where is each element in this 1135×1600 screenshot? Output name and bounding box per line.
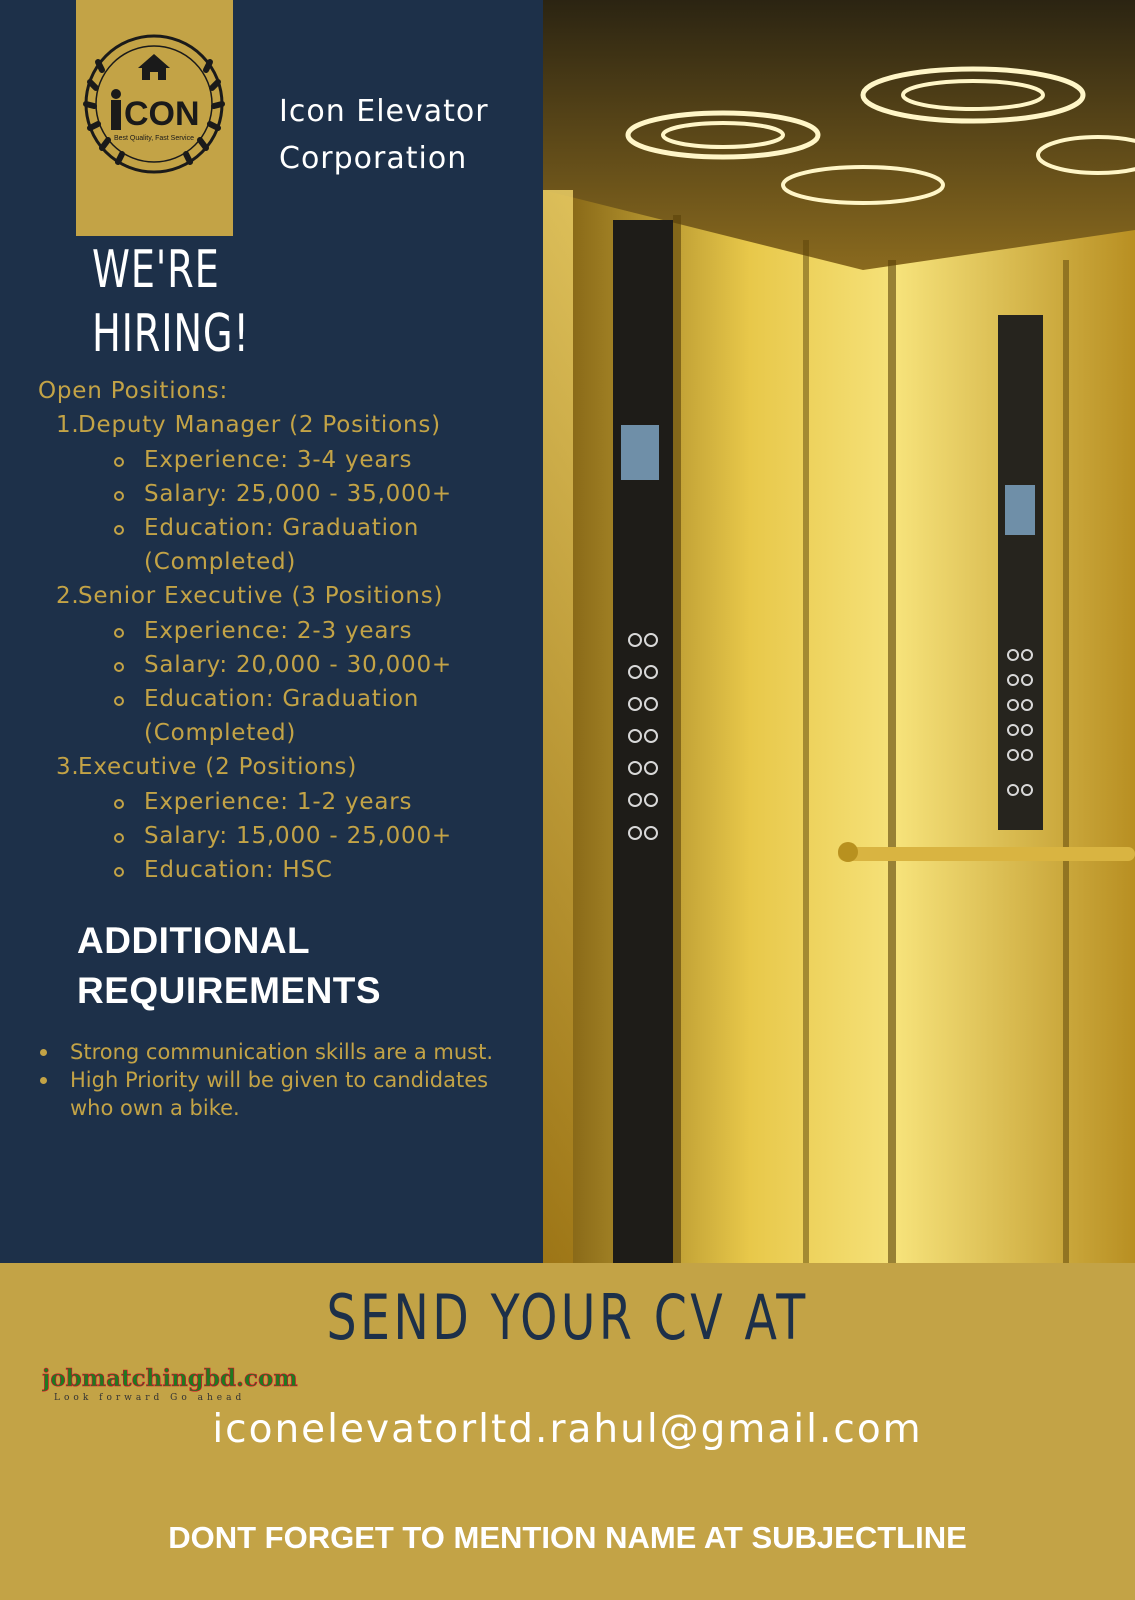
requirement-item: High Priority will be given to candidates who own a bike. <box>38 1066 508 1122</box>
hiring-line1: WE'RE <box>92 240 220 300</box>
svg-text:jobmatchingbd.com: jobmatchingbd.com <box>42 1365 298 1392</box>
additional-requirements-title: ADDITIONAL REQUIREMENTS <box>77 920 382 1011</box>
position-education: Education: HSC <box>112 853 538 887</box>
company-name-line2: Corporation <box>279 141 468 176</box>
watermark-logo <box>42 1364 352 1404</box>
position-education: Education: Graduation (Completed) <box>112 682 538 750</box>
position-education: Education: Graduation (Completed) <box>112 511 538 579</box>
company-name <box>279 88 519 182</box>
hiring-line2: HIRING! <box>92 304 250 364</box>
position-experience: Experience: 2-3 years <box>112 614 538 648</box>
svg-text:CON: CON <box>124 95 200 133</box>
company-logo <box>76 28 233 178</box>
left-panel <box>0 0 543 1263</box>
position-number: 3. <box>56 754 80 780</box>
position-salary: Salary: 15,000 - 25,000+ <box>112 819 538 853</box>
contact-email[interactable]: iconelevatorltd.rahul@gmail.com <box>212 1407 923 1452</box>
position-title: Senior Executive (3 Positions) <box>78 583 444 609</box>
position-details <box>112 614 538 750</box>
position-number: 2. <box>56 583 80 609</box>
position-salary: Salary: 20,000 - 30,000+ <box>112 648 538 682</box>
position-salary: Salary: 25,000 - 35,000+ <box>112 477 538 511</box>
logo-box <box>76 0 233 236</box>
svg-text:Look forward Go ahead: Look forward Go ahead <box>54 1393 246 1403</box>
positions-heading: Open Positions: <box>38 378 229 404</box>
elevator-photo <box>543 0 1135 1263</box>
hiring-headline <box>92 238 250 366</box>
position-number: 1. <box>56 412 80 438</box>
open-positions <box>38 374 538 887</box>
position-experience: Experience: 3-4 years <box>112 443 538 477</box>
position-details <box>112 443 538 579</box>
svg-text:Best Quality, Fast Service: Best Quality, Fast Service <box>113 135 195 142</box>
requirement-item: Strong communication skills are a must. <box>38 1038 508 1066</box>
footer-band <box>0 1263 1135 1600</box>
subject-line-note: DONT FORGET TO MENTION NAME AT SUBJECTLINE <box>168 1520 967 1555</box>
company-name-line1: Icon Elevator <box>279 94 489 129</box>
send-cv-heading: SEND YOUR CV AT <box>326 1281 809 1354</box>
position-title: Deputy Manager (2 Positions) <box>78 412 441 438</box>
position-item <box>56 408 538 579</box>
additional-requirements-list <box>38 1038 508 1122</box>
position-title: Executive (2 Positions) <box>78 754 358 780</box>
position-item <box>56 579 538 750</box>
position-experience: Experience: 1-2 years <box>112 785 538 819</box>
position-item <box>56 750 538 887</box>
position-details <box>112 785 538 887</box>
